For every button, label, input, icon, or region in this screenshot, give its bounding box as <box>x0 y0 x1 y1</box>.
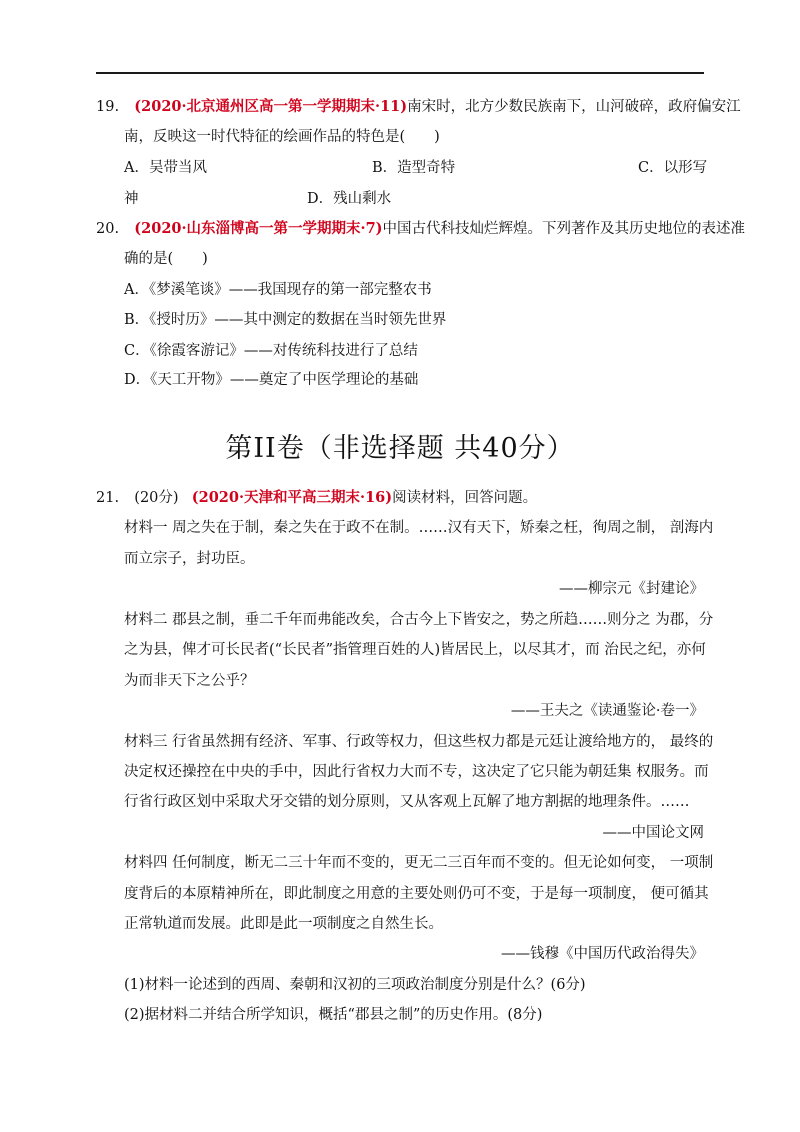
material2-line1: 材料二 郡县之制，垂二千年而弗能改矣，合古今上下皆安之，势之所趋……则分之 为郡，分 <box>124 612 714 628</box>
q20-source: (2020·山东淄博高一第一学期期末·7) <box>134 220 383 237</box>
material1-line2: 而立宗子，封功臣。 <box>124 551 255 567</box>
material3-cite: ——中国论文网 <box>602 825 704 841</box>
q20-option-b: B．《授时历》——其中测定的数据在当时领先世界 <box>124 312 447 328</box>
q19-source: (2020·北京通州区高一第一学期期末·11) <box>134 98 408 115</box>
material1-line1: 材料一 周之失在于制，秦之失在于政不在制。……汉有天下，矫秦之枉，徇周之制， 剖海内 <box>124 520 714 536</box>
q19-option-d: D．残山剩水 <box>307 191 392 207</box>
material2-line2: 之为县，俾才可长民者(“长民者”指管理百姓的人)皆居民上，以尽其才，而 治民之纪，亦何 <box>124 642 706 658</box>
header-rule <box>96 72 704 74</box>
q19-option-b: B．造型奇特 <box>372 160 456 176</box>
material3-line3: 行省行政区划中采取犬牙交错的划分原则，又从客观上瓦解了地方割据的地理条件。…… <box>124 794 690 810</box>
material2-cite: ——王夫之《读通鉴论·卷一》 <box>510 703 704 719</box>
material4-line1: 材料四 任何制度，断无二三十年而不变的，更无二三百年而不变的。但无论如何变， 一项制 <box>124 855 714 871</box>
section-title: 第II卷（非选择题 共40分） <box>225 433 575 464</box>
q21-line1 <box>96 488 537 508</box>
q21-source: (2020·天津和平高三期末·16) <box>191 489 393 506</box>
material3-line1: 材料三 行省虽然拥有经济、军事、行政等权力，但这些权力都是元廷让渡给地方的， 最终的 <box>124 734 714 750</box>
q20-option-d: D．《天工开物》——奠定了中医学理论的基础 <box>124 372 419 388</box>
material4-line3: 正常轨道而发展。此即是此一项制度之自然生长。 <box>124 916 443 932</box>
q20-stem-line1: 中国古代科技灿烂辉煌。下列著作及其历史地位的表述准 <box>382 221 746 237</box>
material4-line2: 度背后的本原精神所在，即此制度之用意的主要处则仍可不变，于是每一项制度， 便可循其 <box>124 886 709 902</box>
q21-subquestion-2: (2)据材料二并结合所学知识，概括“郡县之制”的历史作用。(8分) <box>124 1007 543 1023</box>
q19-line1 <box>96 97 741 117</box>
q21-subquestion-1: (1)材料一论述到的西周、秦朝和汉初的三项政治制度分别是什么？(6分) <box>124 977 586 993</box>
q19-number: 19. <box>96 99 120 115</box>
material4-cite: ——钱穆《中国历代政治得失》 <box>501 946 704 962</box>
material3-line2: 决定权还操控在中央的手中，因此行省权力大而不专，这决定了它只能为朝廷集 权服务。而 <box>124 764 709 780</box>
q20-line1 <box>96 219 745 239</box>
q19-stem-line1: 南宋时，北方少数民族南下，山河破碎，政府偏安江 <box>407 99 741 115</box>
q21-score: (20分) <box>134 490 179 506</box>
q20-option-c: C．《徐霞客游记》——对传统科技进行了总结 <box>124 343 418 359</box>
q19-option-c-cont: 神 <box>124 191 139 207</box>
q21-instruction: 阅读材料，回答问题。 <box>392 490 538 506</box>
q20-option-a: A．《梦溪笔谈》——我国现存的第一部完整农书 <box>124 282 432 298</box>
material2-line3: 为而非天下之公乎？ <box>124 673 255 689</box>
q21-number: 21. <box>96 490 120 506</box>
q19-option-a: A．吴带当风 <box>124 160 207 176</box>
q19-option-c: C．以形写 <box>638 160 708 176</box>
q20-stem-line2: 确的是( ) <box>124 251 208 267</box>
material1-cite: ——柳宗元《封建论》 <box>559 581 704 597</box>
q20-number: 20. <box>96 221 120 237</box>
q19-stem-line2: 南，反映这一时代特征的绘画作品的特色是( ) <box>124 129 440 145</box>
